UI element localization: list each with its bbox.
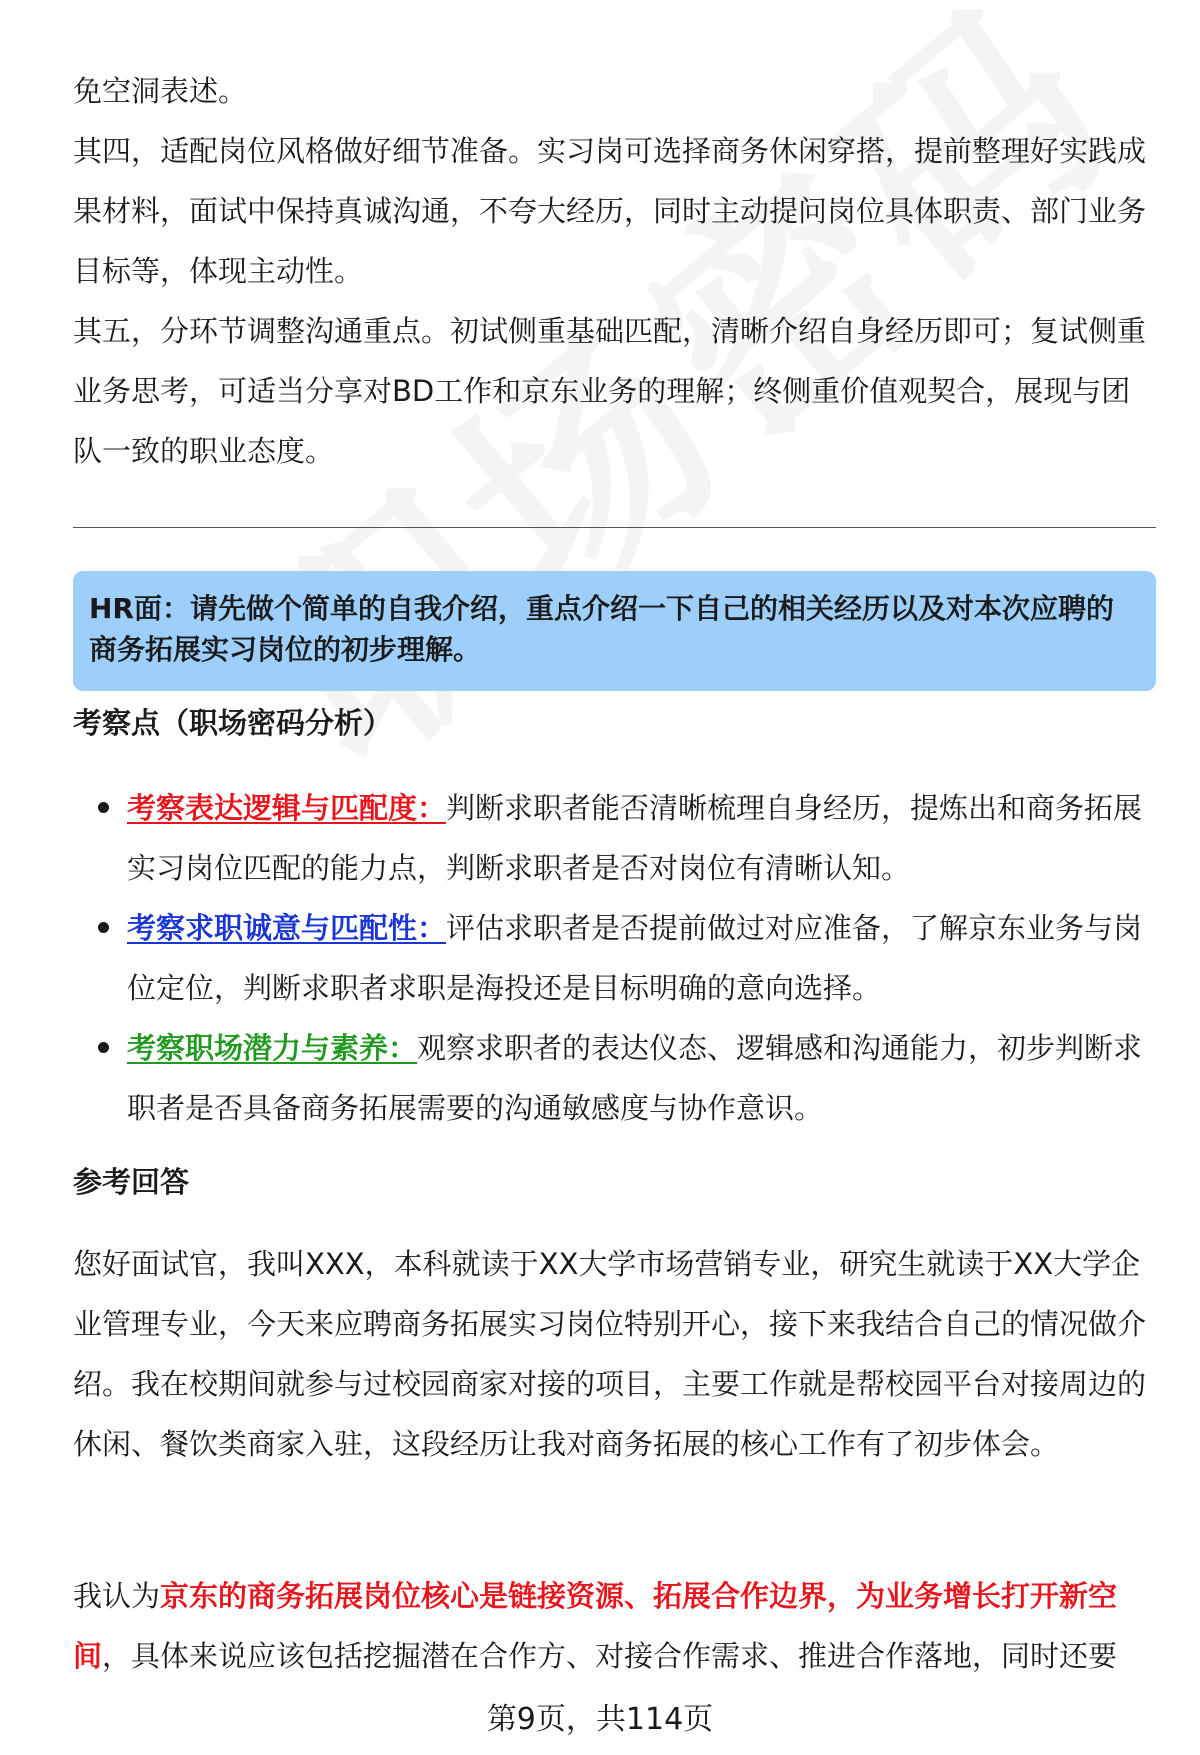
answer2-prefix: 我认为 — [73, 1579, 161, 1613]
paragraph-point-five: 其五，分环节调整沟通重点。初试侧重基础匹配，清晰介绍自身经历即可；复试侧重业务思考，可适当分享对BD工作和京东业务的理解；终侧重价值观契合，展现与团队一致的职业态度。 — [73, 314, 1147, 468]
bullet-icon — [98, 1042, 109, 1053]
bullet-keyword: 考察求职诚意与匹配性： — [127, 911, 447, 945]
list-item — [127, 898, 1157, 1018]
bullet-text: 判断求职者能否清晰梳理自身经历，提炼出和商务拓展实习岗位匹配的能力点，判断求职者是否对岗位有清晰认知。 — [127, 791, 1143, 885]
section-divider — [73, 527, 1156, 528]
bullet-icon — [98, 922, 109, 933]
top-section — [73, 61, 1156, 481]
interview-question: HR面：请先做个简单的自我介绍，重点介绍一下自己的相关经历以及对本次应聘的商务拓展实习岗位的初步理解。 — [89, 592, 1114, 666]
paragraph-continuation: 免空洞表述。 — [73, 74, 248, 108]
page-number-footer: 第9页，共114页 — [486, 1702, 714, 1737]
paragraph-point-four: 其四，适配岗位风格做好细节准备。实习岗可选择商务休闲穿搭，提前整理好实践成果材料，面试中保持真诚沟通，不夸大经历，同时主动提问岗位具体职责、部门业务目标等，体现主动性。 — [73, 134, 1147, 288]
answer2-highlight: 京东的商务拓展岗位核心是链接资源、拓展合作边界，为业务增长打开新空间 — [73, 1579, 1118, 1673]
list-item — [127, 778, 1157, 898]
answer-paragraph-2 — [73, 1566, 1156, 1686]
answer2-suffix: ，具体来说应该包括挖掘潜在合作方、对接合作需求、推进合作落地，同时还要 — [102, 1639, 1118, 1673]
answer-title: 参考回答 — [73, 1165, 190, 1199]
analysis-title: 考察点（职场密码分析） — [73, 706, 393, 740]
list-item — [127, 1018, 1157, 1138]
analysis-bullet-list — [127, 778, 1157, 1138]
bullet-keyword: 考察表达逻辑与匹配度： — [127, 791, 447, 825]
bullet-text: 观察求职者的表达仪态、逻辑感和沟通能力，初步判断求职者是否具备商务拓展需要的沟通敏感度与协作意识。 — [127, 1031, 1143, 1125]
answer-paragraph: 您好面试官，我叫XXX，本科就读于XX大学市场营销专业，研究生就读于XX大学企业管理专业，今天来应聘商务拓展实习岗位特别开心，接下来我结合自己的情况做介绍。我在校期间就参与过校园商家对接的项目，主要工作就是帮校园平台对接周边的休闲、餐饮类商家入驻，这段经历让我对商务拓展的核心工作有了初步体会。 — [73, 1247, 1147, 1461]
bullet-keyword: 考察职场潜力与素养： — [127, 1031, 418, 1065]
bullet-text: 评估求职者是否提前做过对应准备，了解京东业务与岗位定位，判断求职者求职是海投还是目标明确的意向选择。 — [127, 911, 1143, 1005]
interview-question-box — [73, 571, 1156, 691]
bullet-icon — [98, 802, 109, 813]
